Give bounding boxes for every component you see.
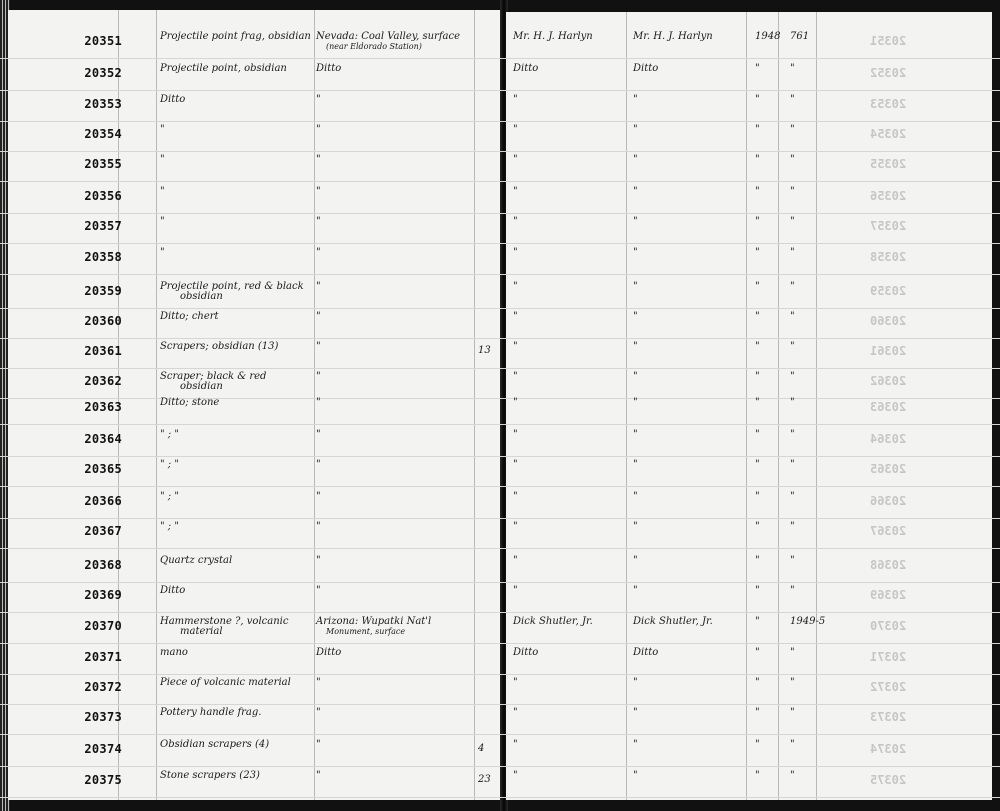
- collector: ": [513, 429, 518, 440]
- accession: ": [790, 429, 795, 440]
- catalog-number: 20363: [84, 400, 122, 414]
- donor: ": [633, 311, 638, 322]
- bleed-through-number: 20364: [870, 432, 907, 446]
- collector: ": [513, 707, 518, 718]
- catalog-number: 20375: [84, 773, 122, 787]
- bleed-through-number: 20368: [870, 558, 907, 572]
- collector: ": [513, 677, 518, 688]
- year: ": [755, 585, 760, 596]
- bleed-through-number: 20357: [870, 219, 907, 233]
- catalog-number: 20364: [84, 432, 122, 446]
- year: ": [755, 186, 760, 197]
- ledger-row: [0, 520, 1000, 550]
- collector: ": [513, 585, 518, 596]
- bleed-through-number: 20369: [870, 588, 907, 602]
- accession: ": [790, 124, 795, 135]
- ledger-row: [0, 615, 1000, 645]
- year: ": [755, 341, 760, 352]
- ledger-row: [0, 153, 1000, 183]
- accession: ": [790, 341, 795, 352]
- year: ": [755, 616, 760, 627]
- ledger-row: [0, 646, 1000, 676]
- donor: ": [633, 371, 638, 382]
- ledger-row: [0, 30, 1000, 60]
- collector: ": [513, 311, 518, 322]
- catalog-number: 20360: [84, 314, 122, 328]
- quantity: 13: [478, 345, 491, 356]
- row-rule: [0, 612, 1000, 613]
- year: ": [755, 247, 760, 258]
- bleed-through-number: 20354: [870, 127, 907, 141]
- bleed-through-number: 20370: [870, 619, 907, 633]
- description: Hammerstone ?, volcanic: [160, 616, 289, 627]
- year: ": [755, 154, 760, 165]
- year: ": [755, 459, 760, 470]
- locality: ": [316, 459, 321, 470]
- year: ": [755, 371, 760, 382]
- ledger-row: [0, 62, 1000, 92]
- description: mano: [160, 647, 188, 658]
- row-rule: [0, 121, 1000, 122]
- year: ": [755, 491, 760, 502]
- catalog-number: 20369: [84, 588, 122, 602]
- description: Ditto; chert: [160, 311, 219, 322]
- year: ": [755, 397, 760, 408]
- bleed-through-number: 20355: [870, 157, 907, 171]
- locality: Ditto: [316, 63, 342, 74]
- catalog-number: 20368: [84, 558, 122, 572]
- description: Scrapers; obsidian (13): [160, 341, 279, 352]
- catalog-number: 20351: [84, 34, 122, 48]
- bleed-through-number: 20353: [870, 97, 907, 111]
- accession: ": [790, 216, 795, 227]
- accession: ": [790, 186, 795, 197]
- year: ": [755, 94, 760, 105]
- catalog-number: 20365: [84, 462, 122, 476]
- row-rule: [0, 734, 1000, 735]
- year: ": [755, 707, 760, 718]
- accession: ": [790, 521, 795, 532]
- catalog-number: 20354: [84, 127, 122, 141]
- locality-note: (near Eldorado Station): [326, 42, 422, 51]
- year: ": [755, 521, 760, 532]
- collector: ": [513, 397, 518, 408]
- donor: ": [633, 585, 638, 596]
- locality: ": [316, 770, 321, 781]
- ledger-row: [0, 458, 1000, 488]
- bleed-through-number: 20375: [870, 773, 907, 787]
- collector: ": [513, 341, 518, 352]
- locality: Ditto: [316, 647, 342, 658]
- row-rule: [0, 643, 1000, 644]
- bleed-through-number: 20366: [870, 494, 907, 508]
- locality: ": [316, 311, 321, 322]
- description: " ; ": [160, 459, 179, 470]
- year: ": [755, 647, 760, 658]
- collector: ": [513, 739, 518, 750]
- row-rule: [0, 274, 1000, 275]
- row-rule: [0, 518, 1000, 519]
- description: ": [160, 247, 165, 258]
- locality: ": [316, 94, 321, 105]
- bleed-through-number: 20367: [870, 524, 907, 538]
- description: Obsidian scrapers (4): [160, 739, 270, 750]
- row-rule: [0, 797, 1000, 798]
- locality: ": [316, 397, 321, 408]
- collector: ": [513, 247, 518, 258]
- accession: ": [790, 311, 795, 322]
- locality: Arizona: Wupatki Nat'l: [316, 616, 432, 627]
- collector: ": [513, 459, 518, 470]
- donor: ": [633, 124, 638, 135]
- catalog-number: 20361: [84, 344, 122, 358]
- ledger-row: [0, 215, 1000, 245]
- row-rule: [0, 548, 1000, 549]
- catalog-number: 20358: [84, 250, 122, 264]
- description: Piece of volcanic material: [160, 677, 291, 688]
- accession: ": [790, 154, 795, 165]
- row-rule: [0, 90, 1000, 91]
- locality: ": [316, 555, 321, 566]
- locality: ": [316, 677, 321, 688]
- bleed-through-number: 20361: [870, 344, 907, 358]
- description: Projectile point, obsidian: [160, 63, 287, 74]
- bleed-through-number: 20362: [870, 374, 907, 388]
- description: ": [160, 124, 165, 135]
- donor: ": [633, 429, 638, 440]
- ledger-row: [0, 280, 1000, 310]
- accession: ": [790, 555, 795, 566]
- locality: ": [316, 186, 321, 197]
- catalog-number: 20366: [84, 494, 122, 508]
- row-rule: [0, 243, 1000, 244]
- ledger-row: [0, 554, 1000, 584]
- locality: ": [316, 154, 321, 165]
- donor: ": [633, 677, 638, 688]
- description: ": [160, 216, 165, 227]
- ledger-row: [0, 769, 1000, 799]
- row-rule: [0, 151, 1000, 152]
- catalog-number: 20372: [84, 680, 122, 694]
- bleed-through-number: 20363: [870, 400, 907, 414]
- donor: Dick Shutler, Jr.: [633, 616, 713, 627]
- catalog-number: 20370: [84, 619, 122, 633]
- locality: ": [316, 585, 321, 596]
- row-rule: [0, 368, 1000, 369]
- ledger-row: [0, 340, 1000, 370]
- ledger-row: [0, 584, 1000, 614]
- accession: ": [790, 677, 795, 688]
- locality: Nevada: Coal Valley, surface: [316, 31, 460, 42]
- donor: ": [633, 247, 638, 258]
- year: ": [755, 281, 760, 292]
- catalog-number: 20362: [84, 374, 122, 388]
- donor: ": [633, 739, 638, 750]
- accession: ": [790, 739, 795, 750]
- donor: ": [633, 491, 638, 502]
- accession: ": [790, 63, 795, 74]
- collector: Dick Shutler, Jr.: [513, 616, 593, 627]
- collector: Ditto: [513, 63, 539, 74]
- ledger-row: [0, 123, 1000, 153]
- ledger-row: [0, 93, 1000, 123]
- donor: ": [633, 341, 638, 352]
- locality: ": [316, 124, 321, 135]
- accession: ": [790, 770, 795, 781]
- collector: ": [513, 94, 518, 105]
- row-rule: [0, 766, 1000, 767]
- locality: ": [316, 216, 321, 227]
- bleed-through-number: 20365: [870, 462, 907, 476]
- row-rule: [0, 213, 1000, 214]
- bleed-through-number: 20372: [870, 680, 907, 694]
- locality: ": [316, 707, 321, 718]
- collector: ": [513, 186, 518, 197]
- row-rule: [0, 674, 1000, 675]
- description: Ditto: [160, 585, 186, 596]
- ledger-row: [0, 738, 1000, 768]
- description: Quartz crystal: [160, 555, 233, 566]
- row-rule: [0, 181, 1000, 182]
- catalog-number: 20367: [84, 524, 122, 538]
- row-rule: [0, 424, 1000, 425]
- accession: ": [790, 281, 795, 292]
- accession: ": [790, 647, 795, 658]
- description: Projectile point, red & black: [160, 281, 304, 292]
- catalog-number: 20373: [84, 710, 122, 724]
- year: ": [755, 216, 760, 227]
- bleed-through-number: 20373: [870, 710, 907, 724]
- row-rule: [0, 704, 1000, 705]
- ledger-row: [0, 310, 1000, 340]
- description: Pottery handle frag.: [160, 707, 262, 718]
- row-rule: [0, 582, 1000, 583]
- description: Scraper; black & red: [160, 371, 267, 382]
- ledger-row: [0, 706, 1000, 736]
- year: ": [755, 555, 760, 566]
- ledger-row: [0, 676, 1000, 706]
- bleed-through-number: 20371: [870, 650, 907, 664]
- description: " ; ": [160, 521, 179, 532]
- catalog-number: 20356: [84, 189, 122, 203]
- bleed-through-number: 20356: [870, 189, 907, 203]
- collector: ": [513, 770, 518, 781]
- locality: ": [316, 739, 321, 750]
- locality: ": [316, 371, 321, 382]
- catalog-number: 20359: [84, 284, 122, 298]
- ledger-row: [0, 396, 1000, 426]
- catalog-number: 20352: [84, 66, 122, 80]
- accession: ": [790, 491, 795, 502]
- donor: Ditto: [633, 63, 659, 74]
- donor: ": [633, 459, 638, 470]
- collector: ": [513, 281, 518, 292]
- donor: ": [633, 216, 638, 227]
- catalog-number: 20371: [84, 650, 122, 664]
- accession: ": [790, 397, 795, 408]
- bleed-through-number: 20358: [870, 250, 907, 264]
- accession: ": [790, 371, 795, 382]
- collector: ": [513, 124, 518, 135]
- year: ": [755, 770, 760, 781]
- year: ": [755, 63, 760, 74]
- ledger-row: [0, 428, 1000, 458]
- ledger-row: [0, 490, 1000, 520]
- donor: ": [633, 397, 638, 408]
- collector: ": [513, 521, 518, 532]
- collector: ": [513, 555, 518, 566]
- description: ": [160, 186, 165, 197]
- collector: Ditto: [513, 647, 539, 658]
- locality: ": [316, 491, 321, 502]
- description-continuation: material: [180, 626, 223, 637]
- collector: ": [513, 154, 518, 165]
- accession: 761: [790, 31, 810, 42]
- locality-note: Monument, surface: [326, 627, 406, 636]
- bleed-through-number: 20374: [870, 742, 907, 756]
- bleed-through-number: 20352: [870, 66, 907, 80]
- donor: ": [633, 94, 638, 105]
- row-rule: [0, 456, 1000, 457]
- description: Stone scrapers (23): [160, 770, 260, 781]
- donor: ": [633, 281, 638, 292]
- locality: ": [316, 281, 321, 292]
- catalog-number: 20353: [84, 97, 122, 111]
- description: Ditto: [160, 94, 186, 105]
- year: 1948: [755, 31, 781, 42]
- description-continuation: obsidian: [180, 291, 223, 302]
- collector: ": [513, 371, 518, 382]
- bleed-through-number: 20359: [870, 284, 907, 298]
- year: ": [755, 677, 760, 688]
- row-rule: [0, 58, 1000, 59]
- locality: ": [316, 247, 321, 258]
- row-rule: [0, 308, 1000, 309]
- donor: Mr. H. J. Harlyn: [633, 31, 713, 42]
- locality: ": [316, 521, 321, 532]
- bleed-through-number: 20351: [870, 34, 907, 48]
- collector: ": [513, 216, 518, 227]
- description-continuation: obsidian: [180, 381, 223, 392]
- catalog-number: 20355: [84, 157, 122, 171]
- year: ": [755, 429, 760, 440]
- accession: ": [790, 707, 795, 718]
- accession: ": [790, 585, 795, 596]
- ledger-row: [0, 246, 1000, 276]
- year: ": [755, 124, 760, 135]
- accession: ": [790, 94, 795, 105]
- row-rule: [0, 486, 1000, 487]
- accession: ": [790, 459, 795, 470]
- donor: ": [633, 521, 638, 532]
- donor: ": [633, 707, 638, 718]
- quantity: 23: [478, 774, 491, 785]
- donor: ": [633, 154, 638, 165]
- accession: ": [790, 247, 795, 258]
- ledger-row: [0, 185, 1000, 215]
- description: Ditto; stone: [160, 397, 220, 408]
- locality: ": [316, 341, 321, 352]
- accession: 1949-5: [790, 616, 826, 627]
- row-rule: [0, 338, 1000, 339]
- description: " ; ": [160, 491, 179, 502]
- collector: ": [513, 491, 518, 502]
- catalog-number: 20357: [84, 219, 122, 233]
- donor: ": [633, 770, 638, 781]
- description: ": [160, 154, 165, 165]
- description: Projectile point frag, obsidian: [160, 31, 311, 42]
- donor: ": [633, 186, 638, 197]
- donor: ": [633, 555, 638, 566]
- description: " ; ": [160, 429, 179, 440]
- catalog-number: 20374: [84, 742, 122, 756]
- year: ": [755, 739, 760, 750]
- locality: ": [316, 429, 321, 440]
- bleed-through-number: 20360: [870, 314, 907, 328]
- collector: Mr. H. J. Harlyn: [513, 31, 593, 42]
- year: ": [755, 311, 760, 322]
- quantity: 4: [478, 743, 485, 754]
- donor: Ditto: [633, 647, 659, 658]
